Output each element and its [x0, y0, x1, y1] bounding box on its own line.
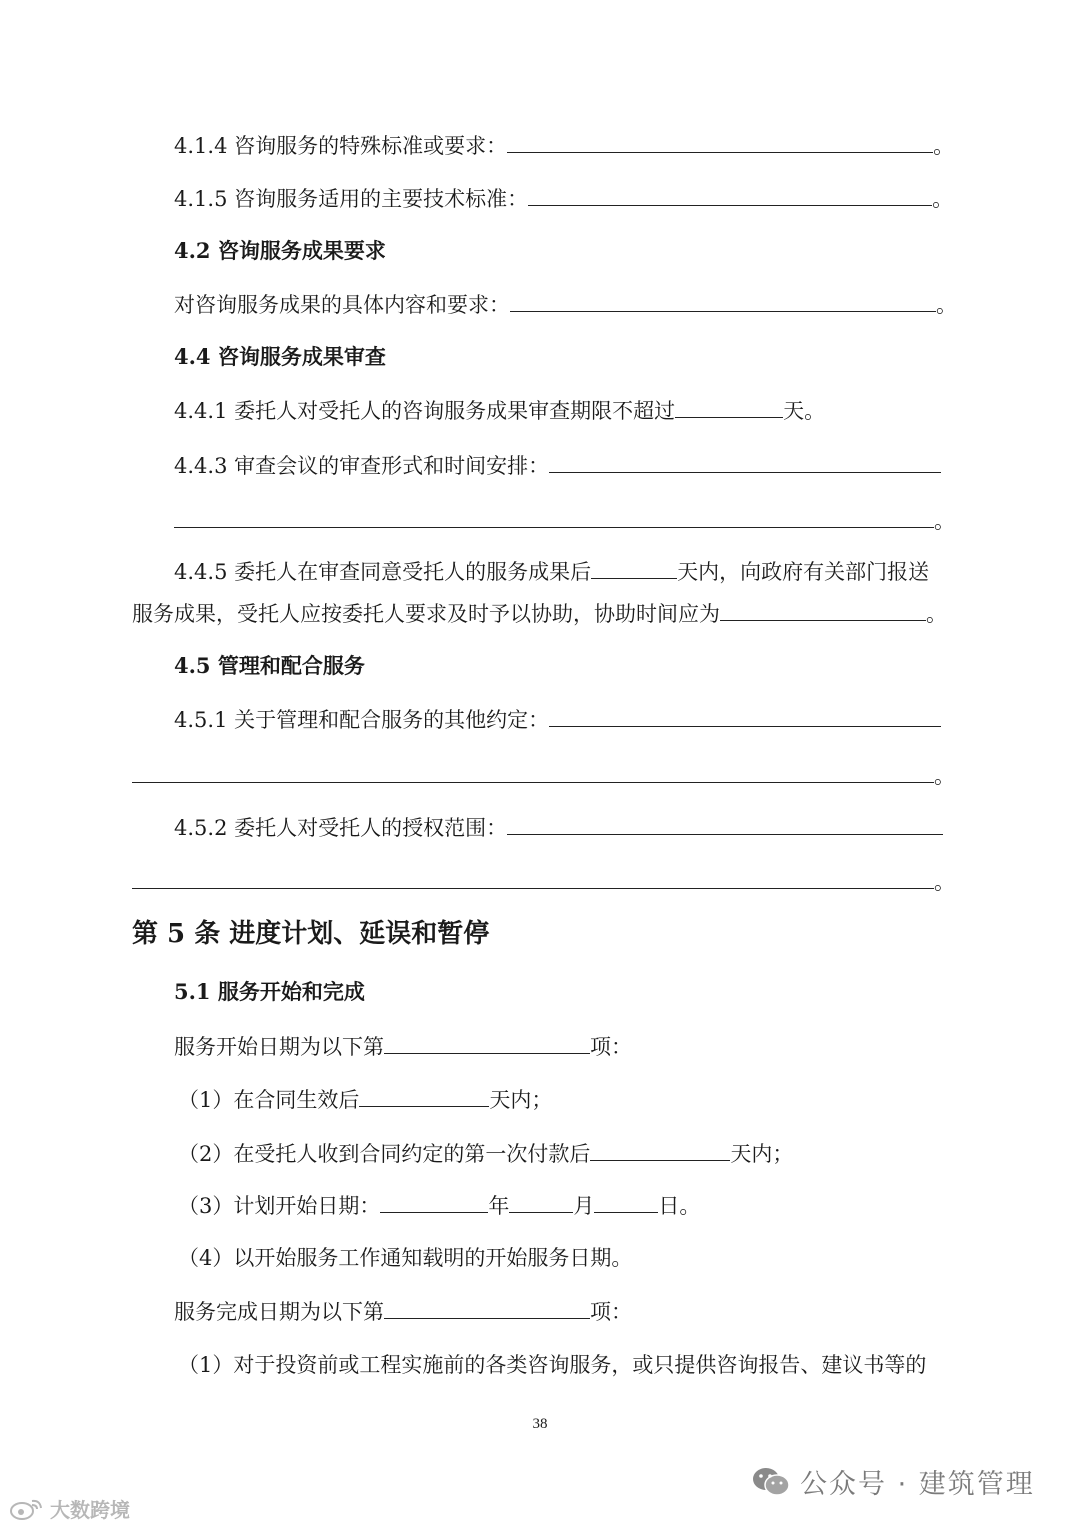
- fill-blank[interactable]: [507, 130, 933, 153]
- clause-label: 4.4.5 委托人在审查同意受托人的服务成果后: [174, 560, 592, 584]
- start-date-option: [174, 1031, 632, 1062]
- month-blank[interactable]: [509, 1190, 573, 1213]
- clause-4-4-5-cont: [132, 598, 947, 629]
- weibo-icon: [8, 1497, 46, 1526]
- fill-blank[interactable]: [507, 812, 943, 835]
- day-label: 日。: [658, 1194, 701, 1218]
- page-number: 38: [532, 1416, 548, 1432]
- fill-blank[interactable]: [359, 1084, 489, 1107]
- fill-blank[interactable]: [549, 704, 941, 727]
- clause-4-1-5: [174, 183, 953, 214]
- clause-label: （2）在受托人收到合同约定的第一次付款后: [178, 1142, 591, 1166]
- clause-mid: 天内，向政府有关部门报送: [677, 560, 930, 584]
- clause-4-4-5: [174, 556, 929, 587]
- clause-end: 天内；: [730, 1142, 794, 1166]
- clause-end: 。: [933, 134, 955, 158]
- fill-blank[interactable]: [384, 1296, 590, 1319]
- finish-date-option: [174, 1296, 632, 1327]
- clause-end: 。: [934, 870, 955, 894]
- fill-blank[interactable]: [132, 866, 934, 889]
- section-heading-4-2: 4.2 咨询服务成果要求: [174, 238, 386, 263]
- fill-blank[interactable]: [510, 289, 936, 312]
- section-heading-4-4: 4.4 咨询服务成果审查: [174, 344, 386, 369]
- clause-end: 。: [932, 187, 954, 211]
- clause-label: 服务成果，受托人应按委托人要求及时予以协助，协助时间应为: [132, 602, 720, 626]
- article-5-heading: 第 5 条 进度计划、延误和暂停: [132, 919, 490, 949]
- clause-label: 服务开始日期为以下第: [174, 1035, 384, 1059]
- clause-label: 4.5.2 委托人对受托人的授权范围：: [174, 816, 508, 840]
- start-item-4: （4）以开始服务工作通知载明的开始服务日期。: [178, 1246, 633, 1270]
- clause-end: 项：: [590, 1035, 632, 1059]
- watermark-right: [752, 1462, 1035, 1505]
- clause-4-4-1: [174, 395, 825, 426]
- finish-item-1: （1）对于投资前或工程实施前的各类咨询服务，或只提供咨询报告、建议书等的: [178, 1353, 927, 1377]
- clause-4-4-3: [174, 450, 941, 481]
- clause-label: 服务完成日期为以下第: [174, 1300, 384, 1324]
- start-item-2: [178, 1138, 793, 1169]
- clause-end: 。: [934, 764, 955, 788]
- clause-end: 。: [926, 602, 947, 626]
- clause-end: 天。: [783, 399, 826, 423]
- fill-blank[interactable]: [590, 1138, 730, 1161]
- clause-end: 天内；: [489, 1088, 553, 1112]
- fill-blank[interactable]: [528, 183, 932, 206]
- clause-4-5-1: [174, 704, 941, 735]
- watermark-right-text: 公众号 · 建筑管理: [800, 1469, 1035, 1500]
- clause-label: 对咨询服务成果的具体内容和要求：: [174, 293, 510, 317]
- month-label: 月: [573, 1194, 595, 1218]
- clause-label: 4.1.5 咨询服务适用的主要技术标准：: [174, 187, 529, 211]
- watermark-left: [8, 1494, 130, 1526]
- clause-label: 4.5.1 关于管理和配合服务的其他约定：: [174, 708, 550, 732]
- year-blank[interactable]: [380, 1190, 488, 1213]
- clause-4-1-4: [174, 130, 954, 161]
- watermark-left-text: 大数跨境: [50, 1498, 130, 1522]
- clause-label: 4.4.3 审查会议的审查形式和时间安排：: [174, 454, 550, 478]
- start-item-3: [178, 1190, 700, 1221]
- clause-end: 项：: [590, 1300, 632, 1324]
- wechat-icon: [752, 1466, 790, 1505]
- start-item-1: [178, 1084, 552, 1115]
- clause-4-5-2: [174, 812, 943, 843]
- fill-blank[interactable]: [720, 598, 926, 621]
- clause-4-4-3-cont: [174, 505, 955, 536]
- fill-blank[interactable]: [132, 760, 934, 783]
- clause-label: 4.1.4 咨询服务的特殊标准或要求：: [174, 134, 508, 158]
- fill-blank[interactable]: [549, 450, 941, 473]
- clause-end: 。: [936, 293, 957, 317]
- clause-4-2: [174, 289, 957, 320]
- section-heading-5-1: 5.1 服务开始和完成: [174, 979, 365, 1004]
- year-label: 年: [488, 1194, 510, 1218]
- fill-blank[interactable]: [591, 556, 677, 579]
- clause-4-5-2-cont: [132, 866, 955, 897]
- day-blank[interactable]: [594, 1190, 658, 1213]
- clause-label: 4.4.1 委托人对受托人的咨询服务成果审查期限不超过: [174, 399, 676, 423]
- fill-blank[interactable]: [675, 395, 783, 418]
- fill-blank[interactable]: [384, 1031, 590, 1054]
- clause-end: 。: [934, 509, 955, 533]
- clause-label: （1）在合同生效后: [178, 1088, 360, 1112]
- clause-4-5-1-cont: [132, 760, 955, 791]
- section-heading-4-5: 4.5 管理和配合服务: [174, 653, 365, 678]
- fill-blank[interactable]: [174, 505, 934, 528]
- clause-label: （3）计划开始日期：: [178, 1194, 381, 1218]
